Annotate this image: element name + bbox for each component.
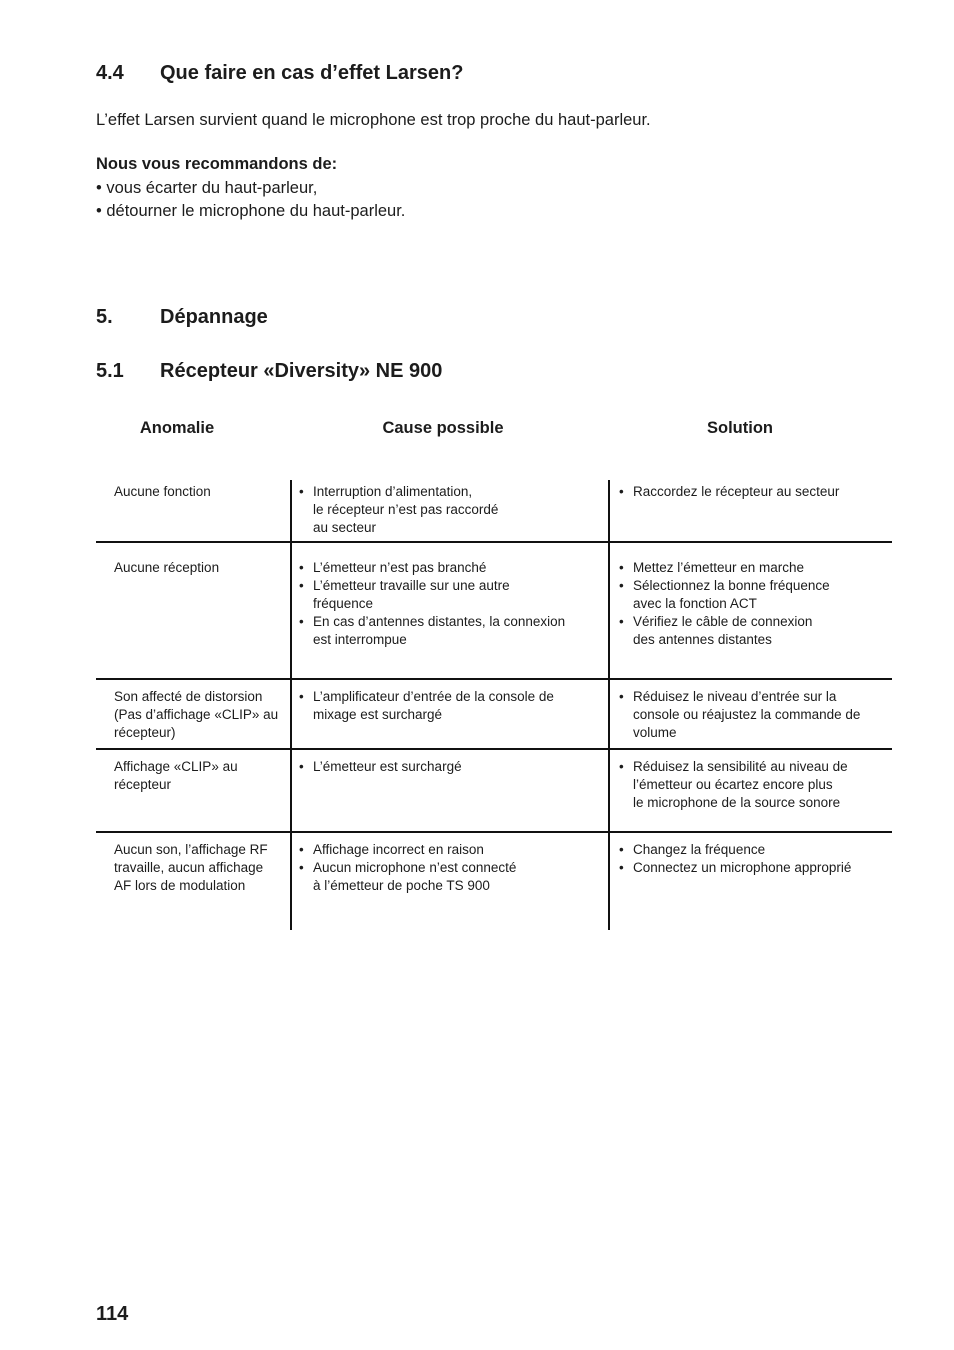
cause-cell [299, 559, 565, 649]
recommendation-list [96, 177, 405, 223]
bullet-item [299, 859, 516, 895]
bullet-text-line: L’émetteur est surchargé [313, 759, 462, 774]
bullet-icon: • [619, 560, 624, 575]
bullet-icon: • [299, 560, 304, 575]
row-divider [96, 748, 892, 750]
bullet-icon: • [619, 759, 624, 774]
bullet-item [619, 688, 860, 742]
bullet-icon: • [619, 860, 624, 875]
anomaly-text-line: récepteur) [114, 725, 176, 740]
bullet-text-line: à l’émetteur de poche TS 900 [313, 878, 490, 893]
bullet-item [619, 758, 848, 812]
anomaly-text-line: Affichage «CLIP» au [114, 759, 238, 774]
anomaly-cell [114, 688, 278, 742]
bullet-icon: • [619, 689, 624, 704]
bullet-text-line: console ou réajustez la commande de [633, 707, 861, 722]
bullet-text-line: L’émetteur n’est pas branché [313, 560, 487, 575]
solution-cell [619, 483, 839, 501]
bullet-item [619, 859, 851, 877]
column-divider [608, 480, 610, 930]
section-number: 5. [96, 306, 113, 328]
bullet-text-line: Connectez un microphone approprié [633, 860, 852, 875]
anomaly-text-line: Aucune fonction [114, 484, 211, 499]
bullet-text-line: Aucun microphone n’est connecté [313, 860, 517, 875]
bullet-text-line: mixage est surchargé [313, 707, 443, 722]
bullet-item [299, 758, 462, 776]
bullet-item [619, 841, 851, 859]
anomaly-text-line: Aucun son, l’affichage RF [114, 842, 268, 857]
bullet-text-line: En cas d’antennes distantes, la connexion [313, 614, 566, 629]
anomaly-cell [114, 483, 211, 501]
solution-cell [619, 841, 851, 877]
bullet-text-line: Réduisez le niveau d’entrée sur la [633, 689, 837, 704]
cause-cell [299, 688, 554, 724]
section-heading-5-1 [96, 359, 896, 383]
bullet-icon: • [299, 484, 304, 499]
bullet-text-line: des antennes distantes [633, 632, 772, 647]
bullet-text-line: volume [633, 725, 677, 740]
row-divider [96, 678, 892, 680]
recommend-heading: Nous vous recommandons de: [96, 155, 338, 173]
section-title: Que faire en cas d’effet Larsen? [160, 62, 464, 84]
bullet-text-line: Vérifiez le câble de connexion [633, 614, 813, 629]
row-divider [96, 541, 892, 543]
bullet-text-line: Changez la fréquence [633, 842, 766, 857]
bullet-icon: • [619, 614, 624, 629]
bullet-text-line: Affichage incorrect en raison [313, 842, 484, 857]
bullet-text-line: Interruption d’alimentation, [313, 484, 473, 499]
bullet-icon: • [299, 689, 304, 704]
solution-cell [619, 688, 860, 742]
column-header-solution: Solution [707, 419, 773, 437]
column-divider [290, 480, 292, 930]
intro-paragraph: L’effet Larsen survient quand le microphone est trop proche du haut-parleur. [96, 111, 651, 129]
bullet-icon: • [299, 614, 304, 629]
anomaly-text-line: Aucune réception [114, 560, 220, 575]
bullet-item [299, 577, 565, 613]
anomaly-text-line: travaille, aucun affichage [114, 860, 264, 875]
anomaly-cell [114, 559, 219, 577]
bullet-item [299, 613, 565, 649]
bullet-item [619, 559, 830, 577]
section-heading-4-4 [96, 61, 896, 85]
anomaly-cell [114, 758, 238, 794]
anomaly-text-line: récepteur [114, 777, 172, 792]
section-title: Récepteur «Diversity» NE 900 [160, 360, 443, 382]
bullet-text-line: le microphone de la source sonore [633, 795, 841, 810]
cause-cell [299, 841, 516, 895]
bullet-text-line: Réduisez la sensibilité au niveau de [633, 759, 848, 774]
bullet-icon: • [619, 484, 624, 499]
anomaly-text-line: (Pas d’affichage «CLIP» au [114, 707, 279, 722]
anomaly-text-line: AF lors de modulation [114, 878, 246, 893]
bullet-icon: • [299, 842, 304, 857]
row-divider [96, 831, 892, 833]
recommendation-item: • détourner le microphone du haut-parleur. [96, 202, 406, 220]
anomaly-cell [114, 841, 268, 895]
bullet-text-line: l’émetteur ou écartez encore plus [633, 777, 833, 792]
bullet-item [619, 613, 830, 649]
cause-cell [299, 483, 498, 537]
bullet-item [619, 577, 830, 613]
column-header-cause: Cause possible [382, 419, 504, 437]
anomaly-text-line: Son affecté de distorsion [114, 689, 263, 704]
section-title: Dépannage [160, 306, 268, 328]
bullet-text-line: est interrompue [313, 632, 407, 647]
bullet-text-line: avec la fonction ACT [633, 596, 757, 611]
bullet-item [299, 688, 554, 724]
column-header-anomalie: Anomalie [139, 419, 215, 437]
bullet-icon: • [299, 860, 304, 875]
section-number: 4.4 [96, 62, 124, 84]
bullet-icon: • [299, 578, 304, 593]
bullet-text-line: Sélectionnez la bonne fréquence [633, 578, 830, 593]
bullet-text-line: Raccordez le récepteur au secteur [633, 484, 840, 499]
solution-cell [619, 559, 830, 649]
bullet-text-line: au secteur [313, 520, 377, 535]
bullet-text-line: fréquence [313, 596, 374, 611]
bullet-text-line: L’émetteur travaille sur une autre [313, 578, 510, 593]
recommendation-item: • vous écarter du haut-parleur, [96, 179, 318, 197]
cause-cell [299, 758, 462, 776]
section-heading-5 [96, 305, 896, 329]
bullet-icon: • [299, 759, 304, 774]
bullet-text-line: le récepteur n’est pas raccordé [313, 502, 499, 517]
bullet-text-line: Mettez l’émetteur en marche [633, 560, 805, 575]
bullet-item [299, 483, 498, 537]
bullet-icon: • [619, 578, 624, 593]
solution-cell [619, 758, 848, 812]
bullet-icon: • [619, 842, 624, 857]
bullet-item [299, 559, 565, 577]
bullet-text-line: L’amplificateur d’entrée de la console de [313, 689, 554, 704]
bullet-item [299, 841, 516, 859]
section-number: 5.1 [96, 360, 124, 382]
page-number: 114 [96, 1303, 129, 1325]
bullet-item [619, 483, 839, 501]
